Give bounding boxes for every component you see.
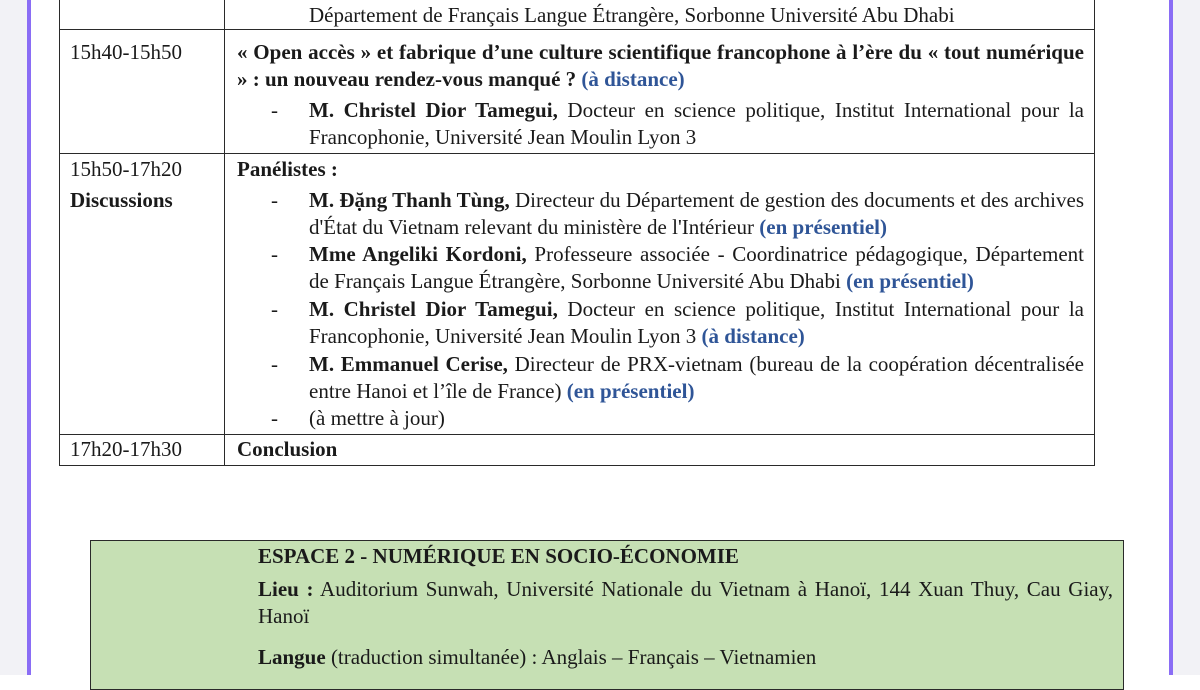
time-slot: 17h20-17h30: [70, 437, 182, 461]
bullet-dash: -: [271, 188, 278, 212]
list-item: [237, 0, 1084, 29]
time-cell: [60, 30, 225, 154]
table-row: [60, 154, 1095, 435]
panelist-desc: (à mettre à jour): [309, 406, 445, 430]
session-title: [237, 30, 1084, 93]
panelists-heading: Panélistes :: [237, 157, 338, 181]
affiliation-text: Département de Français Langue Étrangère, Sorbonne Université Abu Dhabi: [309, 3, 955, 27]
table-row: [60, 435, 1095, 466]
viewer-right-edge: [1169, 0, 1200, 675]
session-title-text: « Open accès » et fabrique d’une culture scientifique francophone à l’ère du « tout numérique » : un nouveau rendez-vous manqué ?: [237, 40, 1084, 91]
espace-2-box: [90, 540, 1124, 690]
bullet-dash: -: [271, 352, 278, 376]
attendance-mode: (en présentiel): [759, 215, 887, 239]
panelist-desc: Professeure associée - Coordinatrice pédagogique, Département de Français Langue Étrangère, Sorbonne Université Abu Dhabi: [309, 242, 1085, 293]
viewer-left-edge: [0, 0, 31, 675]
conclusion-label: Conclusion: [237, 437, 338, 461]
schedule-table: [59, 0, 1095, 466]
content-cell: [225, 30, 1095, 154]
lieu-line: [258, 576, 1113, 630]
list-item: [237, 241, 1084, 295]
content-cell: [225, 435, 1095, 466]
panelist-desc: Directeur du Département de gestion des documents et des archives d'État du Vietnam relevant du ministère de l'Intérieur: [309, 188, 1084, 239]
langue-line: [258, 644, 1113, 671]
list-item: [237, 351, 1084, 405]
panelist-desc: Docteur en science politique, Institut International pour la Francophonie, Université Jean Moulin Lyon 3: [309, 297, 1084, 348]
time-cell: [60, 154, 225, 435]
table-row: [60, 0, 1095, 30]
langue-label: Langue: [258, 645, 326, 669]
espace-title: ESPACE 2 - NUMÉRIQUE EN SOCIO-ÉCONOMIE: [258, 544, 739, 568]
content-cell: [225, 154, 1095, 435]
discussions-label: Discussions: [70, 188, 173, 212]
speaker-desc: Docteur en science politique, Institut International pour la Francophonie, Université Jean Moulin Lyon 3: [309, 98, 1084, 149]
langue-value: (traduction simultanée) : Anglais – Français – Vietnamien: [330, 645, 817, 669]
list-item: [237, 97, 1084, 153]
list-item: [237, 405, 1084, 434]
panelist-name: M. Đặng Thanh Tùng,: [309, 188, 510, 212]
list-item: [237, 296, 1084, 350]
time-cell: [60, 0, 225, 30]
table-row: [60, 30, 1095, 154]
lieu-value: Auditorium Sunwah, Université Nationale du Vietnam à Hanoï, 144 Xuan Thuy, Cau Giay, Hanoï: [258, 577, 1114, 628]
list-item: [237, 187, 1084, 241]
spacer: [258, 630, 1113, 644]
lieu-label: Lieu :: [258, 577, 314, 601]
bullet-dash: -: [271, 98, 278, 122]
panelist-desc: Directeur de PRX-vietnam (bureau de la coopération décentralisée entre Hanoi et l’île de France): [309, 352, 1085, 403]
attendance-mode: (en présentiel): [846, 269, 974, 293]
time-slot: 15h40-15h50: [70, 40, 182, 64]
bullet-dash: -: [271, 406, 278, 430]
panelist-name: M. Christel Dior Tamegui,: [309, 297, 558, 321]
time-cell: [60, 435, 225, 466]
content-cell: [225, 0, 1095, 30]
time-slot: 15h50-17h20: [70, 157, 182, 181]
panelist-name: Mme Angeliki Kordoni,: [309, 242, 527, 266]
speaker-name: M. Christel Dior Tamegui,: [309, 98, 558, 122]
bullet-dash: -: [271, 242, 278, 266]
panelist-name: M. Emmanuel Cerise,: [309, 352, 508, 376]
attendance-mode: (à distance): [581, 67, 685, 91]
bullet-dash: -: [271, 297, 278, 321]
attendance-mode: (à distance): [701, 324, 805, 348]
attendance-mode: (en présentiel): [566, 379, 695, 403]
